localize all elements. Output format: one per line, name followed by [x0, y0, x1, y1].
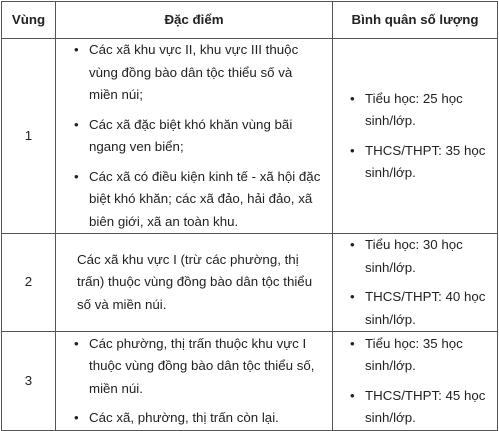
list-item: • Các xã có điều kiện kinh tế - xã hội đặc biệt khó khăn; các xã đảo, hải đảo, xã biên giới, xã an toàn khu.: [67, 166, 324, 234]
class-size-table: [1, 1, 498, 431]
average-list: [343, 88, 491, 185]
list-item: • Các xã khu vực II, khu vực III thuộc vùng đồng bào dân tộc thiểu số và miền núi;: [67, 39, 324, 107]
region-cell: 1: [2, 39, 56, 234]
table-row: [2, 332, 498, 431]
table-row: [2, 39, 498, 234]
average-cell: [333, 39, 498, 234]
average-cell: [333, 234, 498, 332]
features-list: [67, 39, 324, 233]
features-cell: [56, 332, 333, 431]
features-cell: [56, 39, 333, 234]
list-item: • Tiểu học: 35 học sinh/lớp.: [343, 333, 491, 378]
list-item: • THCS/THPT: 40 học sinh/lớp.: [343, 286, 491, 331]
list-item: • THCS/THPT: 35 học sinh/lớp.: [343, 140, 491, 185]
features-list: [67, 333, 324, 430]
list-item: • Tiểu học: 30 học sinh/lớp.: [343, 234, 491, 279]
header-features: Đặc điểm: [56, 2, 333, 39]
header-region: Vùng: [2, 2, 56, 39]
table-row: [2, 234, 498, 332]
average-list: [343, 333, 491, 430]
header-average: Bình quân số lượng: [333, 2, 498, 39]
features-cell: Các xã khu vực I (trừ các phường, thị trấn) thuộc vùng đồng bào dân tộc thiểu số và miền núi.: [56, 234, 333, 332]
list-item: • Các xã đặc biệt khó khăn vùng bãi ngang ven biển;: [67, 114, 324, 159]
list-item: • Các xã, phường, thị trấn còn lại.: [67, 407, 324, 430]
list-item: • Tiểu học: 25 học sinh/lớp.: [343, 88, 491, 133]
header-row: [2, 2, 498, 39]
average-cell: [333, 332, 498, 431]
average-list: [343, 234, 491, 331]
region-cell: 3: [2, 332, 56, 431]
region-cell: 2: [2, 234, 56, 332]
list-item: • Các phường, thị trấn thuộc khu vực I thuộc vùng đồng bào dân tộc thiểu số, miền núi.: [67, 333, 324, 401]
list-item: • THCS/THPT: 45 học sinh/lớp.: [343, 385, 491, 430]
